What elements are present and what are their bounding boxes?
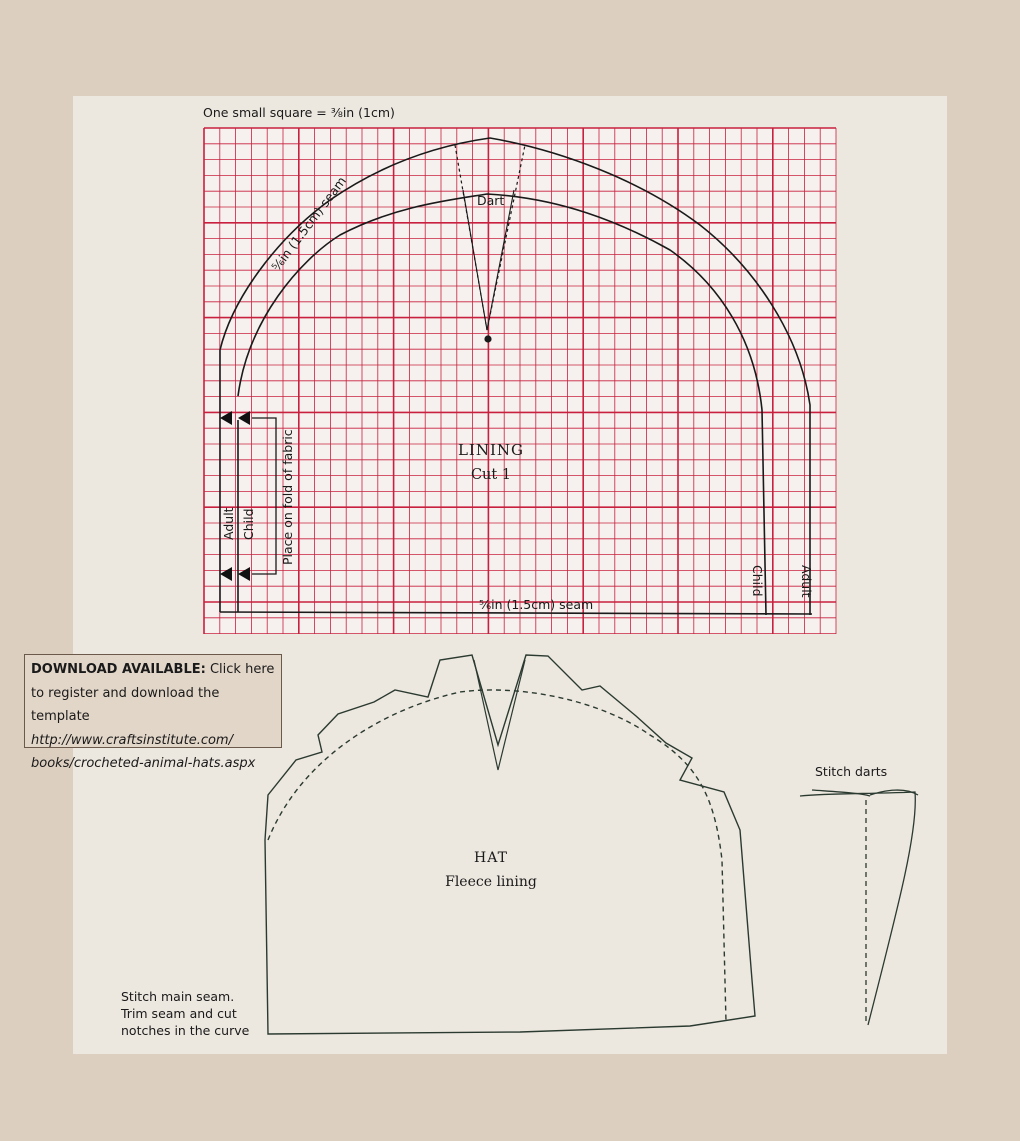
stitch-darts-label: Stitch darts [815, 764, 888, 779]
left-adult-label: Adult [221, 507, 236, 540]
left-child-label: Child [241, 508, 256, 540]
download-box[interactable] [24, 654, 282, 771]
download-heading: DOWNLOAD AVAILABLE [31, 662, 201, 677]
download-line-1: DOWNLOAD AVAILABLE: Click here [31, 662, 275, 677]
right-adult-label: Adult [799, 565, 814, 598]
curve-seam-label: ⅚in (1.5cm) seam [268, 173, 350, 274]
lining-title: LINING [457, 441, 525, 459]
right-child-label: Child [750, 565, 765, 597]
dart-label: Dart [477, 193, 505, 208]
lining-subtitle: Cut 1 [470, 467, 512, 483]
stitch-darts-sketch [800, 790, 918, 1025]
dart-point [485, 336, 491, 342]
scale-note: One small square = ⅜in (1cm) [203, 105, 395, 120]
dart-sketch-outline [800, 792, 915, 1025]
bottom-seam-label: ⅚in (1.5cm) seam [479, 597, 594, 612]
hat-title: HAT [474, 850, 508, 866]
main-seam-note-line3: notches in the curve [121, 1023, 250, 1038]
hat-dart [474, 660, 525, 770]
fold-label: Place on fold of fabric [280, 429, 295, 565]
hat-sketch [265, 655, 755, 1034]
download-line-2: to register and download the template [31, 685, 220, 724]
download-url-part-2[interactable]: books/crocheted-animal-hats.aspx [31, 756, 256, 771]
main-seam-note-line1: Stitch main seam. [121, 989, 235, 1004]
hat-subtitle: Fleece lining [445, 874, 537, 890]
download-url-part-1[interactable]: http://www.craftsinstitute.com/ [31, 732, 233, 748]
hat-outline [265, 655, 755, 1034]
main-seam-note-line2: Trim seam and cut [121, 1006, 237, 1021]
download-intro: Click here [209, 662, 275, 677]
grid-paper [204, 128, 836, 634]
